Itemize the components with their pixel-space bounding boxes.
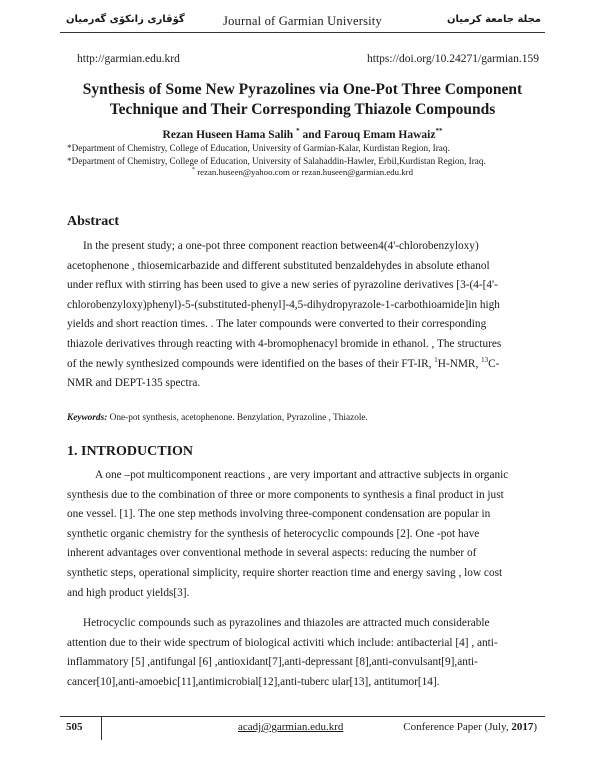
footer-divider <box>101 716 102 740</box>
keywords-text: One-pot synthesis, acetophenone. Benzylation, Pyrazoline , Thiazole. <box>107 413 368 423</box>
author-connector: and <box>299 128 324 141</box>
abstract-text: C- <box>488 357 500 370</box>
abstract-heading: Abstract <box>67 214 120 229</box>
conference-note <box>403 721 537 733</box>
abstract-line: thiazole derivatives through reacting with 4-bromophenacyl bromide in ethanol. , The structures <box>67 337 502 350</box>
footer-email-link[interactable]: acadj@garmian.edu.krd <box>238 721 344 733</box>
superscript: 1 <box>434 355 438 364</box>
abstract-body <box>67 237 537 394</box>
authors <box>60 127 545 141</box>
keywords-label: Keywords: <box>67 413 108 423</box>
affiliation-2: *Department of Chemistry, College of Education, University of Salahaddin-Hawler, Erbil,Kurdistan Region, Iraq. <box>67 156 486 166</box>
intro-line: synthetic steps, operational simplicity, require shorter reaction time and energy saving , low cost <box>67 566 503 579</box>
author-2: Farouq Emam Hawaiz <box>323 128 436 141</box>
abstract-line: yields and short reaction times. . The later compounds were converted to their corresponding <box>67 318 487 331</box>
journal-url-link[interactable]: http://garmian.edu.krd <box>77 53 180 65</box>
paper-title <box>60 80 545 120</box>
intro-line: Hetrocyclic compounds such as pyrazolines and thiazoles are attracted much considerable <box>83 617 490 629</box>
conference-text: Conference Paper (July, <box>403 721 512 733</box>
intro-line: one vessel. [1]. The one step methods involving three-component condensation are popular in <box>67 508 491 521</box>
intro-line: and high product yields[3]. <box>67 586 190 599</box>
intro-line: A one –pot multicomponent reactions , are very important and attractive subjects in organic <box>95 469 509 481</box>
introduction-heading: 1. INTRODUCTION <box>67 444 194 459</box>
abstract-text: of the newly synthesized compounds were identified on the bases of their FT-IR, <box>67 357 435 370</box>
url-bar <box>77 53 539 65</box>
superscript: 13 <box>481 355 489 364</box>
abstract-line: NMR and DEPT-135 spectra. <box>67 377 201 390</box>
abstract-line: In the present study; a one-pot three component reaction between4(4'-chlorobenzyloxy) <box>83 240 479 252</box>
email-text[interactable]: rezan.huseen@yahoo.com or rezan.huseen@garmian.edu.krd <box>195 167 413 177</box>
intro-line: synthesis due to the combination of three or more components to synthesis a final product in just <box>67 488 504 501</box>
intro-line: inflammatory [5] ,antifungal [6] ,antioxidant[7],anti-depressant [8],anti-convulsant[9],anti- <box>67 656 478 669</box>
introduction-para-1 <box>67 466 537 603</box>
keywords <box>67 413 537 423</box>
conference-close: ) <box>533 721 537 733</box>
journal-name-kurdish: گۆڤاری زانكۆی گەرمیان <box>66 14 185 25</box>
footer-rule <box>60 716 545 717</box>
journal-name-arabic: مجلة جامعة كرميان <box>447 14 541 25</box>
author-email <box>60 167 545 177</box>
conference-year: 2017 <box>511 721 534 733</box>
running-header <box>60 14 545 30</box>
author-2-mark: ** <box>435 127 443 135</box>
page-number: 505 <box>66 721 83 733</box>
email-mark: * <box>192 167 196 174</box>
affiliation-1: *Department of Chemistry, College of Education, University of Garmian-Kalar, Kurdistan Region, Iraq. <box>67 143 450 153</box>
abstract-line: acetophenone , thiosemicarbazide and different substituted benzaldehydes in absolute ethanol <box>67 259 490 272</box>
intro-line: cancer[10],anti-amoebic[11],antimicrobial[12],anti-tuberc ular[13], antitumor[14]. <box>67 675 440 688</box>
doi-link[interactable]: https://doi.org/10.24271/garmian.159 <box>367 53 539 65</box>
abstract-text: H-NMR, <box>437 357 482 370</box>
title-line-2: Technique and Their Corresponding Thiazole Compounds <box>109 101 496 118</box>
author-1: Rezan Huseen Hama Salih <box>162 128 294 141</box>
header-rule <box>60 32 545 33</box>
intro-line: attention due to their wide spectrum of biological activiti which include: antibacterial [4] , anti- <box>67 636 498 649</box>
abstract-line <box>67 355 537 375</box>
abstract-line: under reflux with stirring has been used to give a new series of pyrazoline derivatives [3-(4-[4'- <box>67 279 498 292</box>
intro-line: inherent advantages over conventional methode in several aspects: reducing the number of <box>67 547 477 560</box>
intro-line: synthetic organic chemistry for the synthesis of heterocyclic compounds [2]. One -pot have <box>67 527 480 540</box>
title-line-1: Synthesis of Some New Pyrazolines via One-Pot Three Component <box>82 81 523 98</box>
author-1-mark: * <box>296 127 300 135</box>
introduction-para-2 <box>67 614 537 692</box>
journal-name: Journal of Garmian University <box>223 14 382 28</box>
abstract-line: chlorobenzyloxy)phenyl)-5-(substituted-phenyl]-4,5-dihydropyrazole-1-carbothioamide]in high <box>67 298 500 311</box>
